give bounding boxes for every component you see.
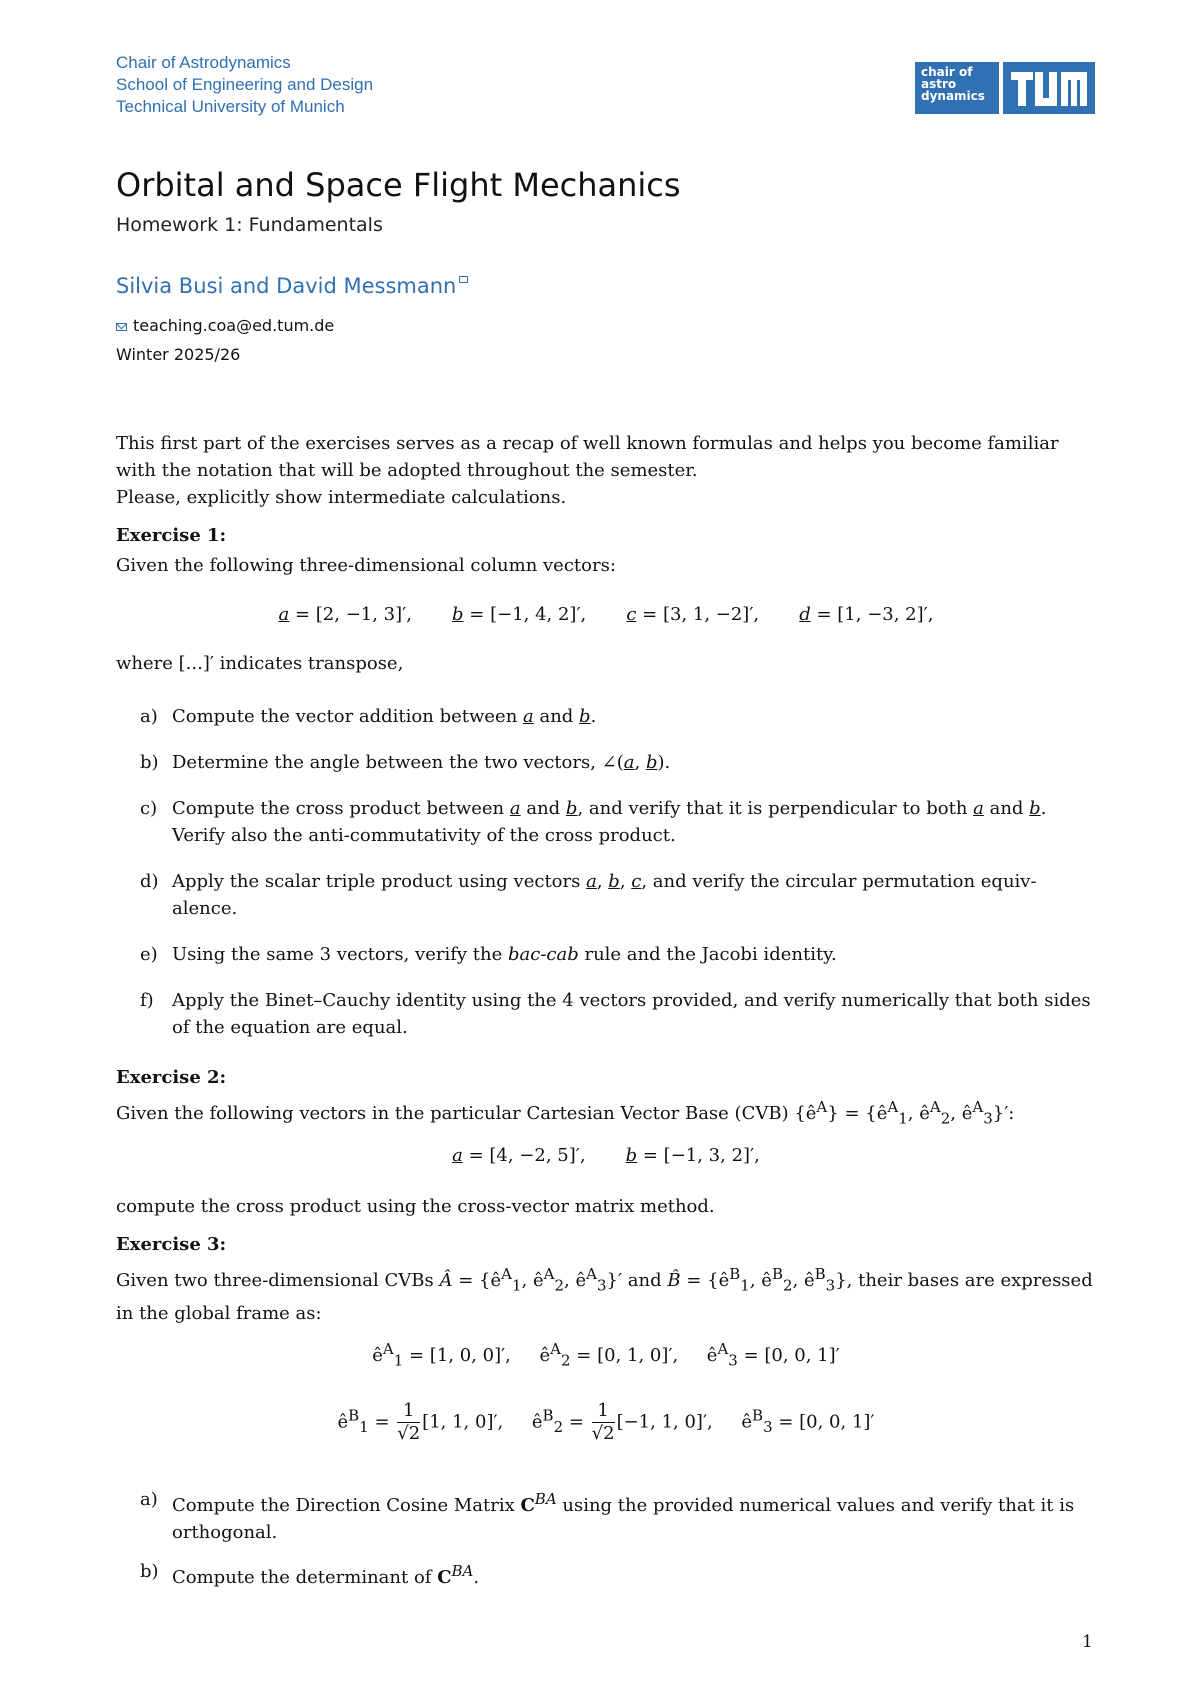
header-line-chair: Chair of Astrodynamics	[116, 53, 291, 72]
tum-logo	[1003, 62, 1095, 114]
vector-symbol: b	[565, 798, 578, 819]
basis-vector-value: = [0, 0, 1]′	[737, 1345, 840, 1366]
vector-a	[279, 604, 412, 625]
item-label: e)	[140, 944, 158, 965]
exercise-1-item-b	[140, 749, 1100, 776]
vector-c-symbol: c	[626, 604, 637, 625]
item-text: ).	[657, 752, 671, 773]
authors	[116, 274, 468, 298]
item-text: . Verify also the anti-commutativity of the cross product.	[172, 798, 1047, 846]
document-subtitle: Homework 1: Fundamentals	[116, 214, 383, 236]
item-text: Compute the Direction Cosine Matrix	[172, 1495, 521, 1516]
vector-symbol: a	[586, 871, 597, 892]
exercise-2-heading: Exercise 2:	[116, 1067, 227, 1088]
item-emphasis: bac-cab	[507, 944, 579, 965]
item-text: Using the same 3 vectors, verify the	[172, 944, 508, 965]
vector-symbol: a	[523, 706, 534, 727]
basis-A-equations: $ê^A_1 = [1$, 0, 0]′, $ê^A_2 = [0$, 1, 0]′, $ê^A_3 = [0$, 0, 1]′	[372, 1340, 840, 1370]
basis-B-equations: $ê^B_1$ = $\frac{1}{√2}$ [1, 1, 0]′, $ê^B_2$ = $\frac{1}{√2}$ [−1, 1, 0]′, $ê^B_3 = [0$, 0, 1]′	[337, 1400, 875, 1444]
basis-vector-value: = [1, 0, 0]′,	[403, 1345, 511, 1366]
item-label: f)	[140, 990, 154, 1011]
item-text: Compute the cross product between	[172, 798, 510, 819]
document-title: Orbital and Space Flight Mechanics	[116, 166, 681, 204]
vector-symbol: b	[1029, 798, 1041, 819]
term: Winter 2025/26	[116, 345, 241, 364]
email-icon	[116, 323, 127, 331]
exercise-1-item-c	[140, 795, 1100, 849]
exercise-1-item-d	[140, 868, 1100, 922]
vector-c	[626, 604, 759, 625]
chair-logo	[915, 62, 999, 114]
basis-vector-value: = [0, 0, 1]′	[772, 1411, 875, 1433]
exercise-3-item-b: b) Compute the determinant of $C^{BA}$.	[140, 1558, 1100, 1591]
item-text: Apply the scalar triple product using vectors	[172, 871, 587, 892]
institution-header	[116, 52, 373, 118]
item-text: Apply the Binet–Cauchy identity using the 4 vectors provided, and verify numerically that both sides of the equation are equal.	[172, 990, 1091, 1038]
item-text: ,	[619, 871, 632, 892]
page-number: 1	[1082, 1632, 1093, 1652]
item-label: a)	[140, 1489, 158, 1510]
vector-d	[799, 604, 933, 625]
item-text: ,	[596, 871, 609, 892]
lead-text: Given the following vectors in the particular Cartesian Vector Base (CVB) {ê	[116, 1103, 817, 1124]
exercise-2-closing: compute the cross product using the cross-vector matrix method.	[116, 1196, 715, 1217]
intro-instruction: Please, explicitly show intermediate calculations.	[116, 487, 567, 508]
item-text: .	[473, 1567, 480, 1588]
item-label: b)	[140, 1561, 159, 1582]
vector-symbol: b	[608, 871, 620, 892]
vector-b-symbol: b	[452, 604, 464, 625]
basis-vector-value: [−1, 1, 0]′,	[616, 1411, 713, 1433]
lead-text: their bases are expressed in the global frame as:	[116, 1270, 1093, 1324]
envelope-icon	[459, 276, 468, 283]
item-label: a)	[140, 706, 158, 727]
author-names: Silvia Busi and David Messmann	[116, 274, 457, 298]
header-line-university: Technical University of Munich	[116, 97, 345, 116]
chair-logo-line-1: chair of	[921, 65, 973, 79]
lead-text: Given two three-dimensional CVBs	[116, 1270, 434, 1291]
vector-symbol: a	[509, 798, 521, 819]
exercise-2-lead: Given the following vectors in the particular Cartesian Vector Base (CVB) $\{ê^A\}$ = {$ê^A_1$, $ê^A_2$, $ê^A_3\}'$:	[116, 1098, 1015, 1128]
exercise-1-heading: Exercise 1:	[116, 525, 227, 546]
exercise-3-lead: Given two three-dimensional CVBs Â = {$ê^A_1$, $ê^A_2$, $ê^A_3\}'$ and B̂ = {$ê^B_1$, $ê^B_2$, $ê^B_3$}, their bases are expressed in the global frame as:	[116, 1265, 1093, 1324]
vector-b-value: = [−1, 3, 2]′,	[637, 1145, 760, 1166]
header-line-school: School of Engineering and Design	[116, 75, 374, 94]
item-text: , and verify the circular permutation equiv-alence.	[172, 871, 1037, 919]
exercise-1-item-f	[140, 987, 1100, 1041]
item-text: Determine the angle between the two vectors, ∠(	[172, 752, 624, 773]
vector-b	[452, 604, 586, 625]
vector-a-symbol: a	[278, 604, 290, 625]
item-label: c)	[140, 798, 158, 819]
item-text: .	[590, 706, 597, 727]
vector-symbol: a	[623, 752, 635, 773]
vector-b-value: = [−1, 4, 2]′,	[463, 604, 587, 625]
item-text: , and verify that it is perpendicular to both	[577, 798, 974, 819]
exercise-1-item-e	[140, 941, 1100, 968]
item-label: b)	[140, 752, 159, 773]
vector-a-value: = [4, −2, 5]′,	[462, 1145, 586, 1166]
exercise-1-lead: Given the following three-dimensional column vectors:	[116, 555, 616, 576]
intro-paragraph	[116, 430, 1096, 511]
email-line	[116, 316, 334, 335]
item-text: ,	[634, 752, 646, 773]
vector-c-value: = [3, 1, −2]′,	[636, 604, 760, 625]
vector-a-symbol: a	[452, 1145, 463, 1166]
intro-text: This first part of the exercises serves as a recap of well known formulas and helps you become familiar with the notation that will be adopted throughout the semester.	[116, 433, 1059, 481]
lead-text: } = {ê	[827, 1103, 888, 1124]
chair-logo-line-2: astro	[921, 77, 957, 91]
vector-symbol: a	[973, 798, 984, 819]
vector-symbol: c	[631, 871, 642, 892]
vector-a	[452, 1145, 585, 1166]
item-label: d)	[140, 871, 159, 892]
vector-b-symbol: b	[625, 1145, 638, 1166]
item-text: Compute the vector addition between	[172, 706, 524, 727]
exercise-3-heading: Exercise 3:	[116, 1234, 227, 1255]
vector-d-value: = [1, −3, 2]′,	[810, 604, 934, 625]
vector-b	[626, 1145, 760, 1166]
basis-vector-value: [1, 1, 0]′,	[422, 1411, 504, 1433]
transpose-note: where [...]′ indicates transpose,	[116, 653, 404, 674]
vector-symbol: b	[579, 706, 591, 727]
item-text: and	[520, 798, 566, 819]
basis-vector-value: = [0, 1, 0]′,	[570, 1345, 679, 1366]
exercise-1-item-a	[140, 703, 1100, 730]
item-text: Compute the determinant of	[172, 1567, 438, 1588]
email-address[interactable]: teaching.coa@ed.tum.de	[133, 316, 335, 335]
exercise-1-vectors	[116, 604, 1096, 625]
item-text: using the provided numerical values and verify that it is orthogonal.	[172, 1495, 1075, 1543]
chair-logo-line-3: dynamics	[921, 89, 985, 103]
item-text: and	[983, 798, 1030, 819]
exercise-3-item-a: a) Compute the Direction Cosine Matrix $C^{BA}$ using the provided numerical values and verify that it is orthogonal.	[140, 1486, 1100, 1546]
vector-symbol: b	[645, 752, 658, 773]
item-text: rule and the Jacobi identity.	[578, 944, 837, 965]
exercise-2-vectors	[116, 1145, 1096, 1166]
vector-d-symbol: d	[799, 604, 811, 625]
item-text: and	[533, 706, 580, 727]
vector-a-value: = [2, −1, 3]′,	[289, 604, 412, 625]
